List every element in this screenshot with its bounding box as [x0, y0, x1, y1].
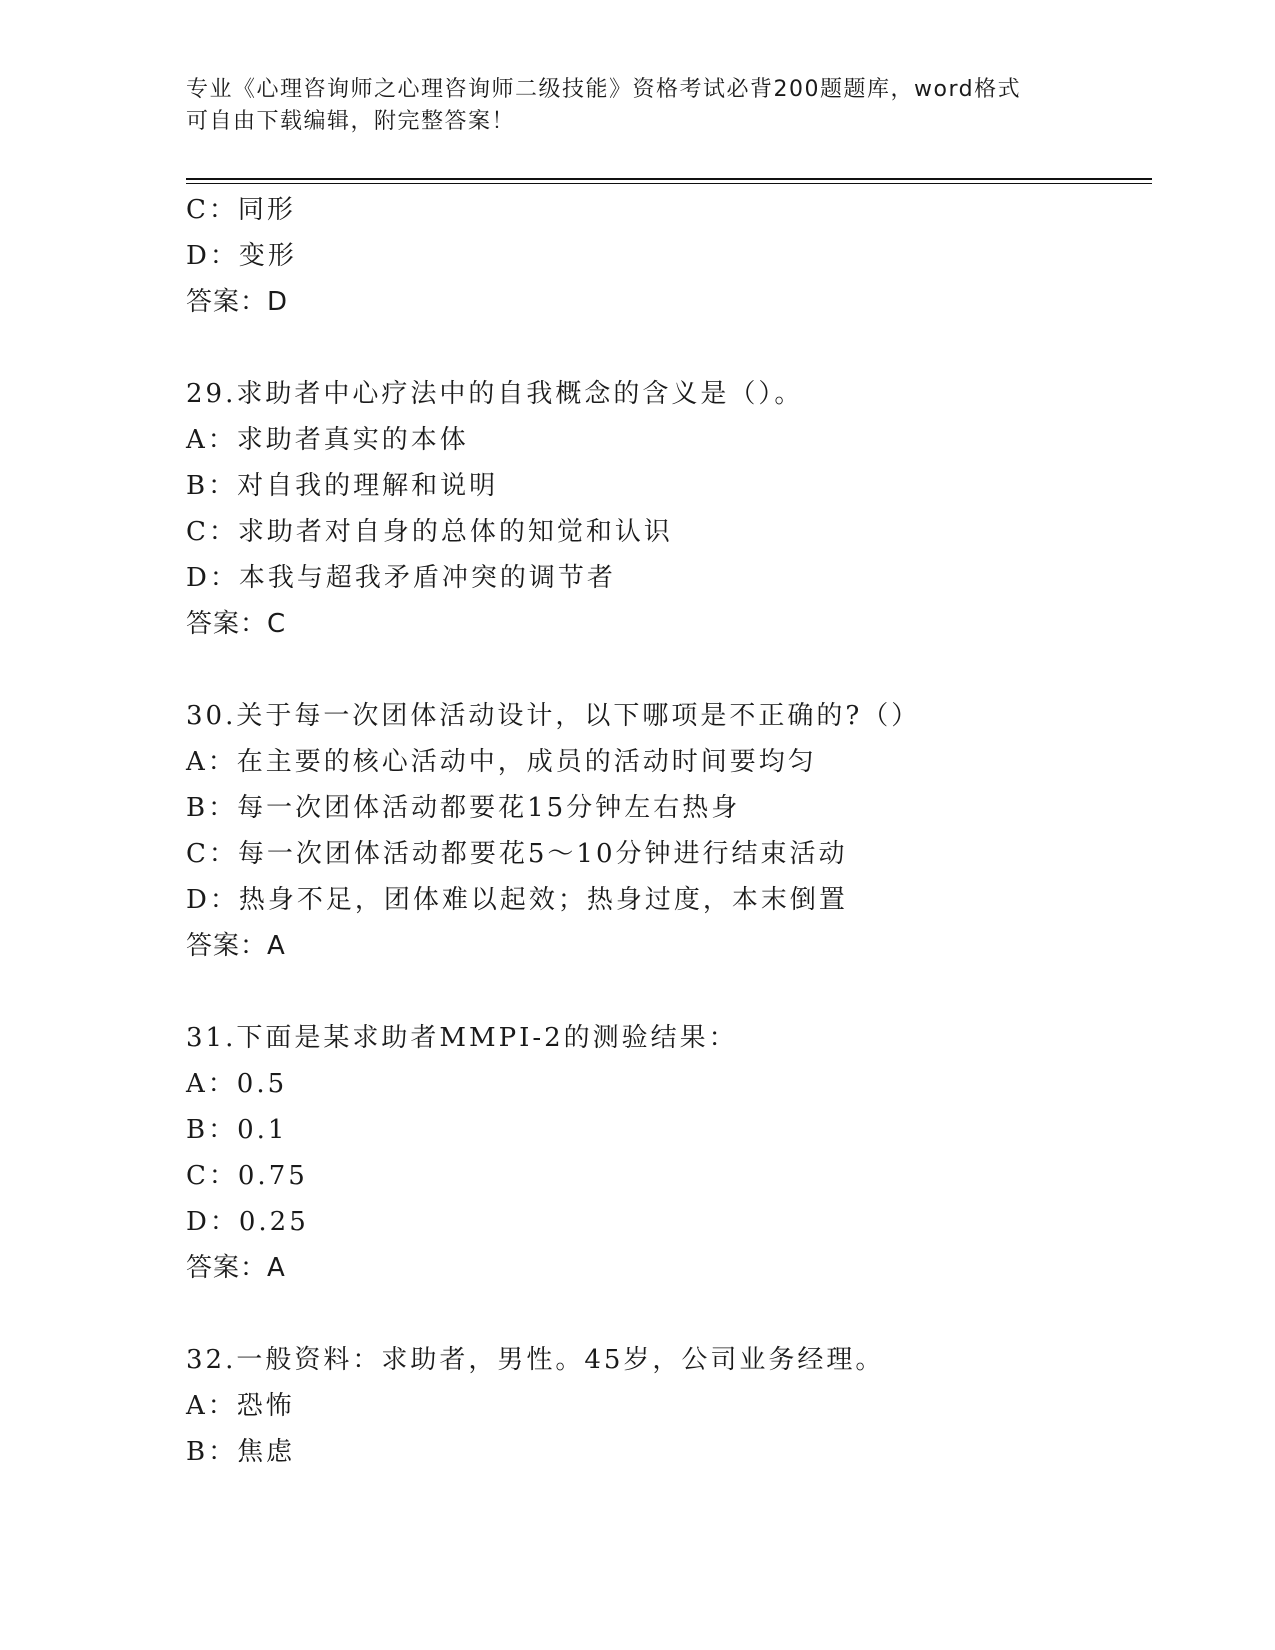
- spacer: [186, 1291, 1152, 1337]
- question-29: [186, 371, 1152, 647]
- option-c: C：同形: [186, 195, 296, 225]
- header-divider-thin: [186, 183, 1152, 184]
- option-b: B：对自我的理解和说明: [186, 471, 499, 501]
- question-28-continued: [186, 187, 1152, 325]
- question-list: [186, 187, 1152, 1475]
- question-31: [186, 1015, 1152, 1291]
- option-c: C：0.75: [186, 1161, 308, 1191]
- option-d: D：热身不足，团体难以起效；热身过度，本末倒置: [186, 885, 848, 915]
- answer-text: 答案：D: [186, 287, 289, 317]
- option-d: D：本我与超我矛盾冲突的调节者: [186, 563, 616, 593]
- option-c: C：求助者对自身的总体的知觉和认识: [186, 517, 673, 547]
- header-divider-thick: [186, 178, 1152, 180]
- option-d: D：变形: [186, 241, 297, 271]
- answer-text: 答案：C: [186, 609, 287, 639]
- document-header: [186, 74, 1066, 138]
- question-32: [186, 1337, 1152, 1475]
- spacer: [186, 647, 1152, 693]
- option-a: A：在主要的核心活动中，成员的活动时间要均匀: [186, 747, 817, 777]
- option-b: B：焦虑: [186, 1437, 296, 1467]
- question-stem: 29.求助者中心疗法中的自我概念的含义是（）。: [186, 379, 804, 409]
- header-line-2: 可自由下载编辑，附完整答案！: [186, 109, 516, 134]
- option-d: D：0.25: [186, 1207, 309, 1237]
- question-30: [186, 693, 1152, 969]
- option-a: A：0.5: [186, 1069, 288, 1099]
- question-stem: 31.下面是某求助者MMPI-2的测验结果：: [186, 1023, 738, 1053]
- question-stem: 30.关于每一次团体活动设计，以下哪项是不正确的?（）: [186, 701, 921, 731]
- spacer: [186, 325, 1152, 371]
- header-line-1: 专业《心理咨询师之心理咨询师二级技能》资格考试必背200题题库，word格式: [186, 77, 1022, 102]
- option-b: B：每一次团体活动都要花15分钟左右热身: [186, 793, 741, 823]
- answer-text: 答案：A: [186, 1253, 286, 1283]
- question-stem: 32.一般资料：求助者，男性。45岁，公司业务经理。: [186, 1345, 885, 1375]
- option-c: C：每一次团体活动都要花5～10分钟进行结束活动: [186, 839, 848, 869]
- option-a: A：求助者真实的本体: [186, 425, 469, 455]
- answer-text: 答案：A: [186, 931, 286, 961]
- option-a: A：恐怖: [186, 1391, 295, 1421]
- spacer: [186, 969, 1152, 1015]
- option-b: B：0.1: [186, 1115, 288, 1145]
